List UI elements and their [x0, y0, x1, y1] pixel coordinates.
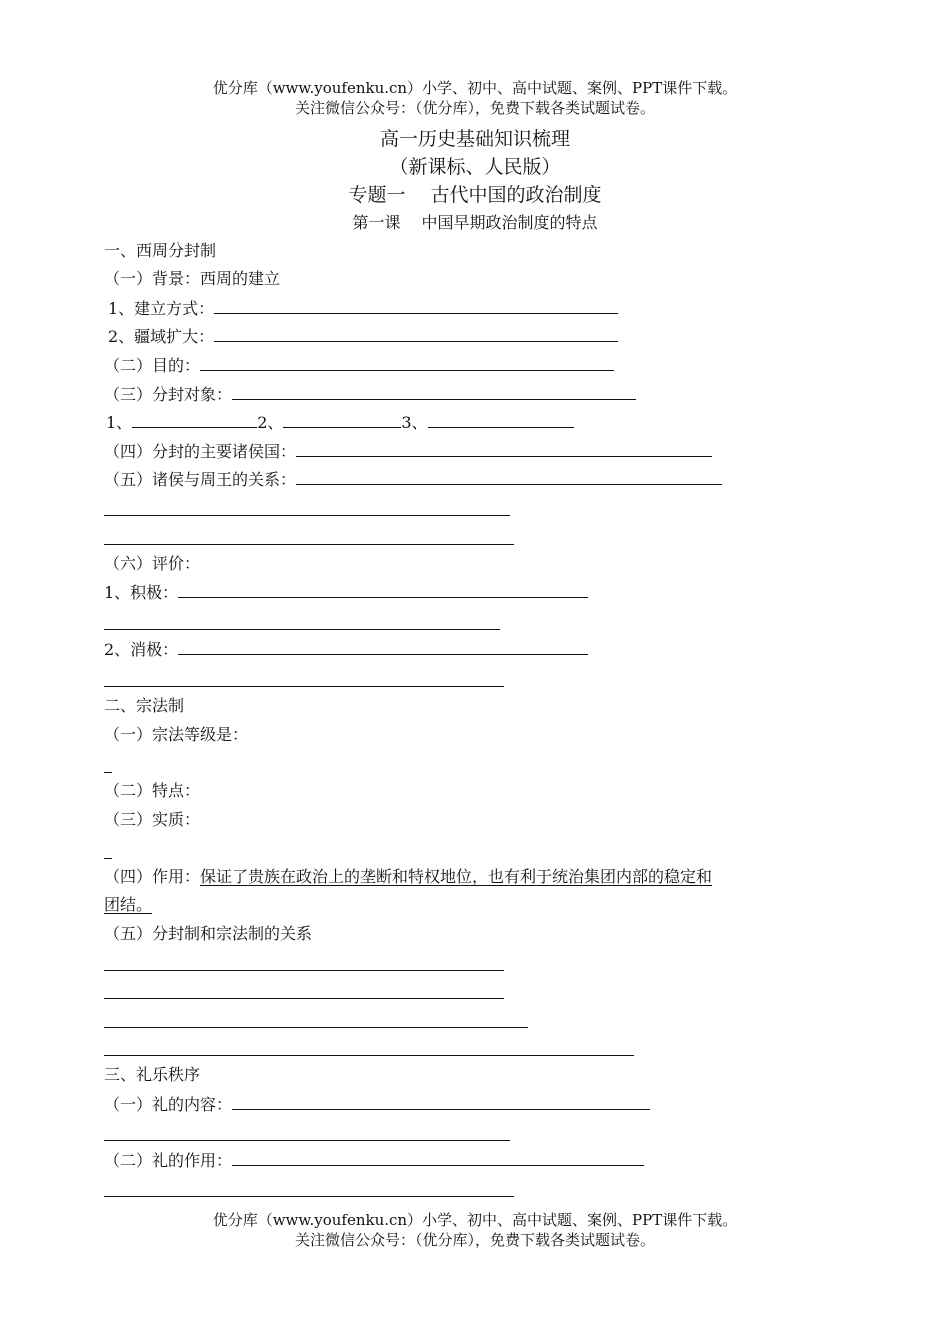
s2-role-text-2: 团结。: [104, 895, 153, 914]
s1-relation-row: [104, 468, 722, 491]
s3-role-line-2[interactable]: [104, 1196, 514, 1197]
s2-role-text-1: 保证了贵族在政治上的垄断和特权地位，也有利于统治集团内部的稳定和: [200, 867, 713, 886]
s1-territory-label: 2、疆域扩大：: [108, 327, 215, 346]
footer-line-2: 关注微信公众号：（优分库），免费下载各类试题试卷。: [294, 1231, 655, 1249]
s1-relation-label: （五）诸侯与周王的关系：: [104, 470, 297, 489]
s1-purpose-label: （二）目的：: [104, 356, 201, 375]
s1-target-2-blank[interactable]: [283, 411, 401, 428]
s2-role-row: [104, 866, 712, 888]
doc-title: 高一历史基础知识梳理: [379, 128, 570, 150]
s1-build-label: 1、建立方式：: [108, 299, 215, 318]
s1-target-3-label: 3、: [401, 413, 428, 432]
s2-relationship-line-4[interactable]: [104, 1055, 634, 1056]
header-line-2: 关注微信公众号：（优分库），免费下载各类试题试卷。: [294, 99, 655, 117]
section-1-heading: 一、西周分封制: [104, 241, 217, 260]
s1-background: （一）背景：西周的建立: [104, 269, 281, 288]
s1-purpose-blank[interactable]: [200, 354, 614, 371]
s1-territory-row: [108, 325, 618, 348]
s1-relation-blank[interactable]: [296, 468, 722, 485]
s1-relation-line-3[interactable]: [104, 544, 514, 545]
s1-target-2-label: 2、: [257, 413, 284, 432]
s1-negative-row: [104, 638, 588, 661]
s1-negative-line-2[interactable]: [104, 686, 504, 687]
doc-edition: （新课标、人民版）: [389, 156, 561, 178]
s3-role-row: [104, 1149, 644, 1172]
s1-build-row: [108, 297, 618, 320]
s1-positive-blank[interactable]: [178, 581, 588, 598]
section-2-heading: 二、宗法制: [104, 696, 185, 715]
s2-features: （二）特点：: [104, 781, 201, 800]
s2-essence: （三）实质：: [104, 810, 201, 829]
s1-evaluation: （六）评价：: [104, 554, 201, 573]
lesson-title: 第一课 中国早期政治制度的特点: [352, 213, 598, 232]
topic-title: 专题一 古代中国的政治制度: [348, 184, 602, 206]
s1-positive-label: 1、积极：: [104, 583, 179, 602]
s1-negative-label: 2、消极：: [104, 640, 179, 659]
s1-relation-line-2[interactable]: [104, 515, 510, 516]
s1-purpose-row: [104, 354, 614, 377]
s2-relationship: （五）分封制和宗法制的关系: [104, 924, 313, 943]
s3-content-label: （一）礼的内容：: [104, 1095, 233, 1114]
s2-levels-blank[interactable]: [104, 772, 112, 773]
s1-target-1-label: 1、: [106, 413, 133, 432]
s1-states-row: [104, 440, 712, 463]
s1-positive-row: [104, 581, 588, 604]
s1-targets-row: [104, 383, 636, 406]
s1-target-1-blank[interactable]: [132, 411, 257, 428]
s1-targets-label: （三）分封对象：: [104, 385, 233, 404]
s1-build-blank[interactable]: [214, 297, 618, 314]
s3-content-line-2[interactable]: [104, 1140, 510, 1141]
s3-content-row: [104, 1093, 650, 1116]
s2-relationship-line-1[interactable]: [104, 970, 504, 971]
s1-territory-blank[interactable]: [214, 325, 618, 342]
s1-positive-line-2[interactable]: [104, 629, 500, 630]
s1-target-3-blank[interactable]: [428, 411, 574, 428]
s1-states-blank[interactable]: [296, 440, 712, 457]
s3-role-label: （二）礼的作用：: [104, 1151, 233, 1170]
s2-relationship-line-2[interactable]: [104, 998, 504, 999]
s2-essence-blank[interactable]: [104, 858, 112, 859]
s3-role-blank[interactable]: [232, 1149, 644, 1166]
s3-content-blank[interactable]: [232, 1093, 650, 1110]
s2-levels: （一）宗法等级是：: [104, 725, 249, 744]
section-3-heading: 三、礼乐秩序: [104, 1065, 201, 1084]
s2-role-label: （四）作用：: [104, 867, 201, 886]
header-line-1: 优分库（www.youfenku.cn）小学、初中、高中试题、案例、PPT课件下载。: [212, 79, 738, 97]
s1-states-label: （四）分封的主要诸侯国：: [104, 442, 297, 461]
s1-negative-blank[interactable]: [178, 638, 588, 655]
footer-line-1: 优分库（www.youfenku.cn）小学、初中、高中试题、案例、PPT课件下载。: [212, 1211, 738, 1229]
s2-role-cont: [104, 894, 152, 916]
s2-relationship-line-3[interactable]: [104, 1027, 528, 1028]
s1-targets-blank[interactable]: [232, 383, 636, 400]
s1-targets-list: [106, 411, 574, 434]
